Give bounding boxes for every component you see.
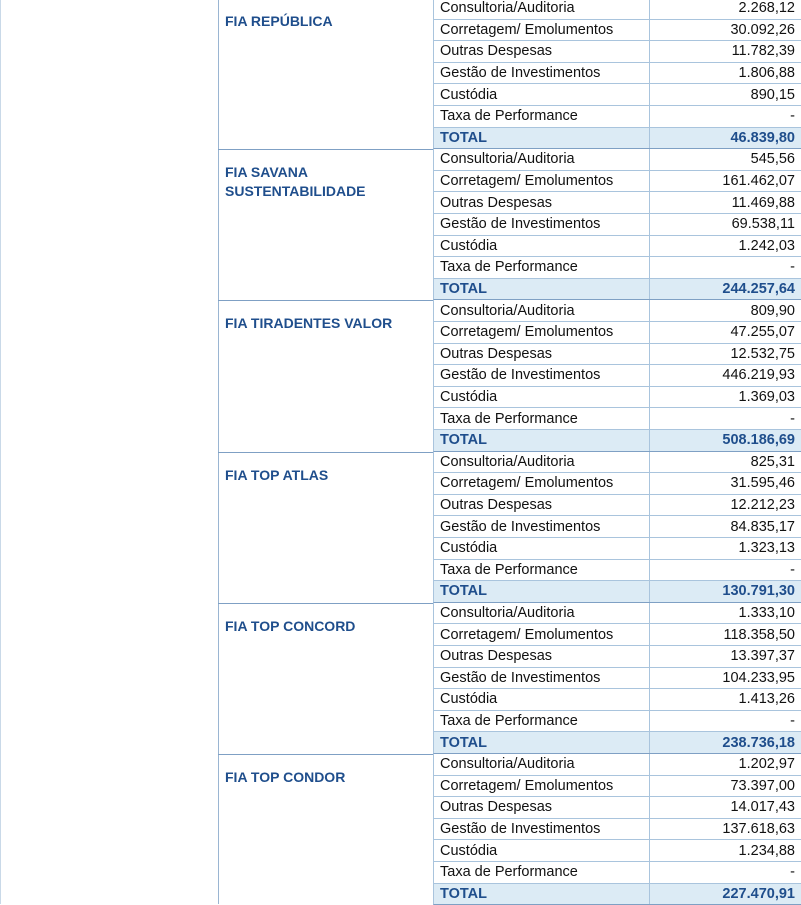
table-row — [433, 819, 801, 841]
expense-value: 12.212,23 — [730, 497, 795, 514]
expense-label: Taxa de Performance — [434, 408, 650, 429]
expense-value: 11.469,88 — [731, 194, 795, 211]
expense-label: Outras Despesas — [434, 646, 650, 667]
expense-value: 1.333,10 — [738, 605, 795, 622]
expense-value: 1.202,97 — [738, 756, 795, 773]
total-row — [433, 581, 801, 603]
table-row — [433, 300, 801, 322]
table-row — [433, 646, 801, 668]
table-row — [433, 668, 801, 690]
table-row — [433, 192, 801, 214]
expense-label: Custódia — [434, 689, 650, 710]
expense-label: Corretagem/ Emolumentos — [434, 171, 650, 192]
total-label: TOTAL — [434, 430, 650, 451]
total-value: 508.186,69 — [722, 432, 795, 449]
fund-name: FIA TOP ATLAS — [225, 466, 329, 483]
expense-value: 31.595,46 — [730, 475, 795, 492]
table-row — [433, 603, 801, 625]
fund-name: FIA TOP CONCORD — [225, 617, 356, 634]
table-row — [433, 387, 801, 409]
expense-value: - — [790, 259, 795, 276]
table-row — [433, 408, 801, 430]
expense-label: Gestão de Investimentos — [434, 668, 650, 689]
table-row — [433, 754, 801, 776]
table-row — [433, 214, 801, 236]
expense-label: Gestão de Investimentos — [434, 63, 650, 84]
expense-label: Consultoria/Auditoria — [434, 754, 650, 775]
expense-label: Custódia — [434, 84, 650, 105]
expense-label: Outras Despesas — [434, 41, 650, 62]
table-row — [433, 840, 801, 862]
total-label: TOTAL — [434, 884, 650, 905]
expense-value: 84.835,17 — [730, 518, 795, 535]
expense-label: Corretagem/ Emolumentos — [434, 473, 650, 494]
table-row — [433, 711, 801, 733]
expense-value: 1.323,13 — [738, 540, 795, 557]
fund-block — [218, 754, 801, 905]
table-row — [433, 63, 801, 85]
expense-value: 1.242,03 — [738, 237, 795, 254]
expense-value: 1.234,88 — [738, 842, 795, 859]
fund-block — [218, 0, 801, 149]
expense-value: - — [790, 561, 795, 578]
total-label: TOTAL — [434, 128, 650, 149]
table-row — [433, 862, 801, 884]
expense-value: 1.369,03 — [738, 389, 795, 406]
expense-label: Corretagem/ Emolumentos — [434, 20, 650, 41]
expense-label: Gestão de Investimentos — [434, 214, 650, 235]
table-row — [433, 171, 801, 193]
table-row — [433, 20, 801, 42]
total-value: 238.736,18 — [722, 734, 795, 751]
fund-block — [218, 149, 801, 300]
expense-value: - — [790, 410, 795, 427]
expense-label: Consultoria/Auditoria — [434, 452, 650, 473]
fund-divider — [218, 149, 433, 150]
expense-label: Taxa de Performance — [434, 106, 650, 127]
expense-label: Custódia — [434, 236, 650, 257]
expense-label: Outras Despesas — [434, 495, 650, 516]
fund-rows — [433, 300, 801, 451]
fund-block — [218, 603, 801, 754]
table-row — [433, 365, 801, 387]
expense-label: Outras Despesas — [434, 344, 650, 365]
total-value: 46.839,80 — [730, 129, 795, 146]
table-row — [433, 516, 801, 538]
expense-value: 161.462,07 — [722, 173, 795, 190]
fund-name: FIA TOP CONDOR — [225, 769, 346, 785]
expense-value: 104.233,95 — [722, 669, 795, 686]
fund-rows — [433, 149, 801, 300]
fund-rows — [433, 754, 801, 905]
table-row — [433, 624, 801, 646]
total-label: TOTAL — [434, 581, 650, 602]
total-row — [433, 279, 801, 301]
table-row — [433, 797, 801, 819]
table-row — [433, 495, 801, 517]
expense-label: Custódia — [434, 840, 650, 861]
expense-label: Corretagem/ Emolumentos — [434, 322, 650, 343]
expense-value: 2.268,12 — [738, 0, 795, 17]
expense-value: 69.538,11 — [731, 216, 795, 233]
expense-label: Gestão de Investimentos — [434, 516, 650, 537]
total-value: 244.257,64 — [722, 281, 795, 298]
expense-value: 14.017,43 — [730, 799, 795, 816]
expense-label: Custódia — [434, 387, 650, 408]
total-row — [433, 128, 801, 150]
expense-label: Corretagem/ Emolumentos — [434, 624, 650, 645]
expense-value: - — [790, 108, 795, 125]
expense-value: 137.618,63 — [722, 821, 795, 838]
table-row — [433, 41, 801, 63]
expense-value: 825,31 — [750, 453, 795, 470]
expense-value: 47.255,07 — [730, 324, 795, 341]
expense-label: Corretagem/ Emolumentos — [434, 776, 650, 797]
fund-rows — [433, 452, 801, 603]
expense-value: 118.358,50 — [723, 626, 795, 643]
fund-divider — [218, 300, 433, 301]
table-row — [433, 257, 801, 279]
table-row — [433, 776, 801, 798]
expense-value: 30.092,26 — [730, 21, 795, 38]
expense-value: 12.532,75 — [730, 345, 795, 362]
fund-block — [218, 452, 801, 603]
total-row — [433, 884, 801, 905]
fund-name: FIA SAVANA SUSTENTABILIDADE — [225, 164, 366, 200]
table-row — [433, 560, 801, 582]
total-row — [433, 732, 801, 754]
fund-name: FIA REPÚBLICA — [225, 13, 333, 29]
expense-value: 13.397,37 — [730, 648, 795, 665]
page-left-border — [0, 0, 1, 904]
table-row — [433, 473, 801, 495]
total-value: 130.791,30 — [722, 583, 795, 600]
expense-label: Consultoria/Auditoria — [434, 149, 650, 170]
total-row — [433, 430, 801, 452]
expense-value: 890,15 — [750, 86, 795, 103]
fund-rows — [433, 603, 801, 754]
total-label: TOTAL — [434, 279, 650, 300]
expense-label: Consultoria/Auditoria — [434, 603, 650, 624]
fund-rows — [433, 0, 801, 149]
expense-value: 1.413,26 — [738, 691, 795, 708]
expense-label: Custódia — [434, 538, 650, 559]
expense-label: Taxa de Performance — [434, 560, 650, 581]
expense-value: 1.806,88 — [738, 65, 795, 82]
table-row — [433, 344, 801, 366]
table-row — [433, 538, 801, 560]
expense-value: - — [790, 713, 795, 730]
expense-label: Taxa de Performance — [434, 711, 650, 732]
total-label: TOTAL — [434, 732, 650, 753]
expense-value: 73.397,00 — [730, 777, 795, 794]
expense-label: Taxa de Performance — [434, 257, 650, 278]
expense-value: 545,56 — [750, 151, 795, 168]
expense-label: Gestão de Investimentos — [434, 819, 650, 840]
fund-block — [218, 300, 801, 451]
expense-label: Outras Despesas — [434, 192, 650, 213]
expense-value: 809,90 — [750, 302, 795, 319]
table-row — [433, 149, 801, 171]
table-row — [433, 0, 801, 20]
expense-label: Consultoria/Auditoria — [434, 0, 650, 19]
fund-divider — [218, 603, 433, 604]
expense-label: Consultoria/Auditoria — [434, 300, 650, 321]
table-row — [433, 236, 801, 258]
fund-name: FIA TIRADENTES VALOR — [225, 315, 393, 332]
expense-label: Outras Despesas — [434, 797, 650, 818]
table-row — [433, 689, 801, 711]
table-row — [433, 106, 801, 128]
expense-label: Gestão de Investimentos — [434, 365, 650, 386]
total-value: 227.470,91 — [722, 885, 795, 902]
expense-value: 446.219,93 — [722, 367, 795, 384]
fund-divider — [218, 754, 433, 755]
table-row — [433, 322, 801, 344]
expense-label: Taxa de Performance — [434, 862, 650, 883]
fund-divider — [218, 452, 433, 453]
table-row — [433, 84, 801, 106]
table-row — [433, 452, 801, 474]
expense-value: 11.782,39 — [731, 43, 795, 60]
expense-value: - — [790, 864, 795, 881]
